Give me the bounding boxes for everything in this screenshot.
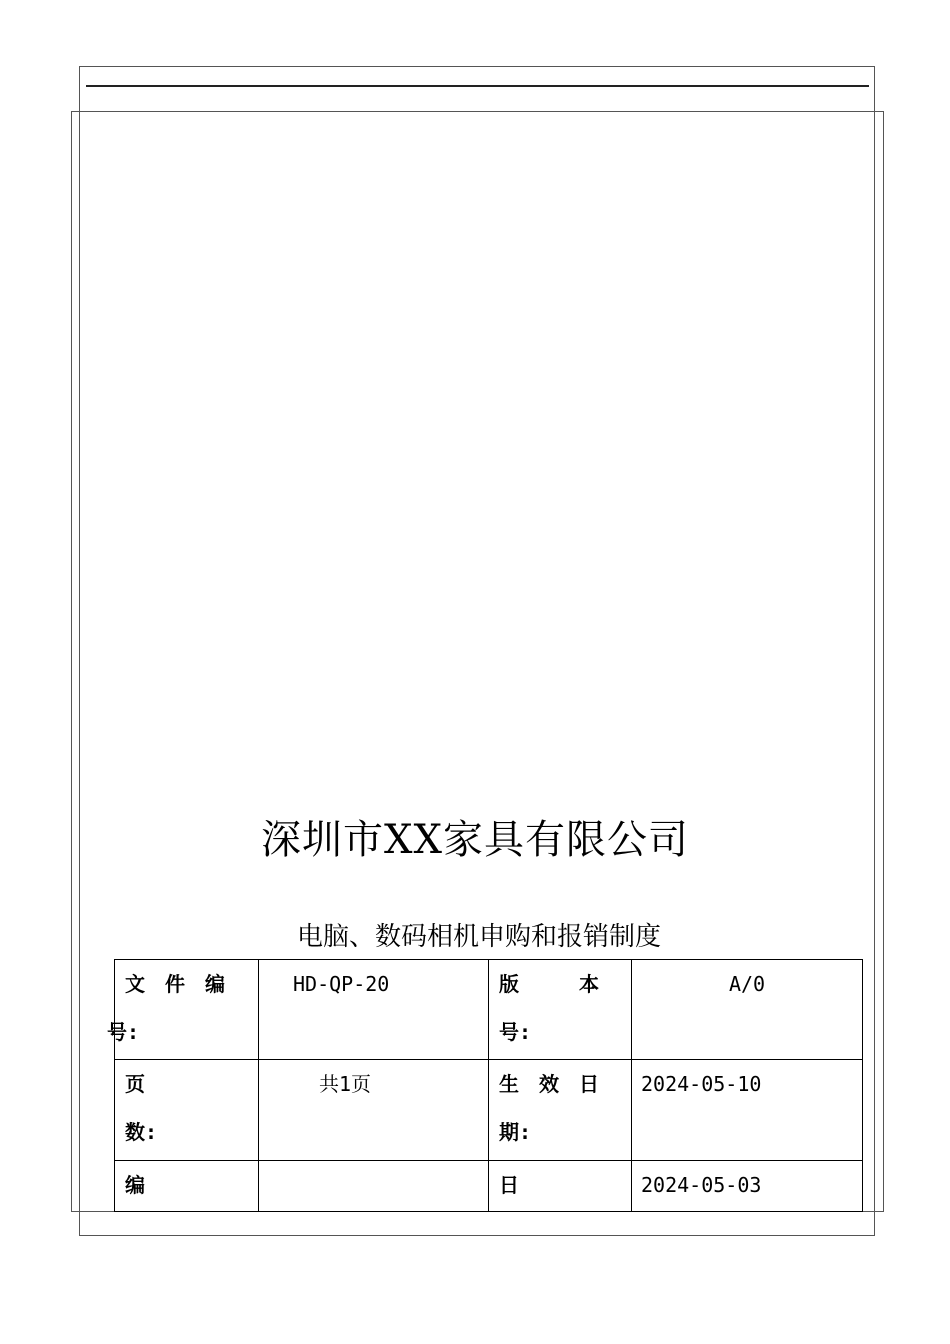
header-rule [86,85,869,87]
pages-value-cell [259,1060,489,1161]
pages-value: 共1页 [319,1072,372,1096]
effective-label-line1: 生 效 日 [499,1072,599,1096]
effective-value-cell [632,1060,863,1161]
prepared-label: 编 [125,1173,145,1197]
prepared-label-cell [115,1161,259,1212]
effective-label-cell [489,1060,632,1161]
version-label-line1: 版 本 [499,972,599,996]
version-value-cell [632,960,863,1060]
company-name: 深圳市XX家具有限公司 [261,817,689,863]
table-row [115,960,863,1060]
date-label-cell [489,1161,632,1212]
date-value: 2024-05-03 [641,1173,762,1197]
doc-no-value-cell [259,960,489,1060]
pages-label-line2: 数: [125,1120,158,1144]
doc-no-value: HD-QP-20 [293,972,390,996]
version-value: A/0 [728,972,766,996]
effective-date-value: 2024-05-10 [641,1072,762,1096]
doc-no-label-line1: 文 件 编 [125,972,225,996]
document-title: 电脑、数码相机申购和报销制度 [296,922,661,952]
doc-no-label-line2: 号: [107,1020,140,1044]
version-label-cell [489,960,632,1060]
table-row [115,1060,863,1161]
prepared-value-cell [259,1161,489,1212]
version-label-line2: 号: [499,1020,532,1044]
document-info-table [107,959,863,1212]
date-label: 日 [499,1173,519,1197]
date-value-cell [632,1161,863,1212]
table-row [115,1161,863,1212]
doc-no-label-cell [107,960,259,1060]
pages-label-line1: 页 [125,1072,145,1096]
effective-label-line2: 期: [499,1120,532,1144]
pages-label-cell [115,1060,259,1161]
